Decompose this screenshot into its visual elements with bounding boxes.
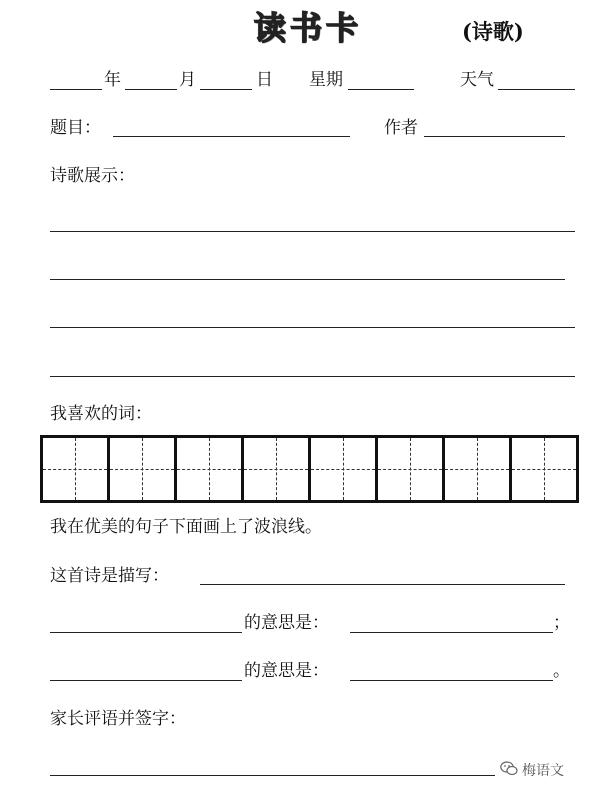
meaning-end-mark: 。 xyxy=(553,661,570,681)
word-cell[interactable] xyxy=(109,438,176,500)
author-blank[interactable] xyxy=(424,136,565,137)
meaning-end-mark: ； xyxy=(553,613,570,633)
word-grid xyxy=(40,435,579,503)
word-cell[interactable] xyxy=(377,438,444,500)
meaning-label: 的意思是： xyxy=(244,661,329,681)
weather-label: 天气 xyxy=(460,70,494,90)
day-blank[interactable] xyxy=(200,89,252,90)
word-blank[interactable] xyxy=(50,680,242,681)
weather-blank[interactable] xyxy=(498,89,575,90)
wechat-icon xyxy=(500,761,518,776)
poem-line[interactable] xyxy=(50,327,575,328)
author-label: 作者 xyxy=(384,118,418,138)
poem-line[interactable] xyxy=(50,376,575,377)
poem-label: 诗歌展示： xyxy=(50,166,135,186)
parent-comment-label: 家长评语并签字： xyxy=(50,709,186,729)
year-blank[interactable] xyxy=(50,89,102,90)
word-cell[interactable] xyxy=(43,438,109,500)
word-cell[interactable] xyxy=(444,438,511,500)
topic-label: 题目： xyxy=(50,118,101,138)
poem-line[interactable] xyxy=(50,279,565,280)
describe-label: 这首诗是描写： xyxy=(50,566,169,586)
day-label: 日 xyxy=(256,70,273,90)
page-subtitle: (诗歌) xyxy=(462,19,524,44)
word-cell[interactable] xyxy=(176,438,243,500)
poem-line[interactable] xyxy=(50,231,575,232)
word-blank[interactable] xyxy=(50,632,242,633)
page-title: 读书卡 xyxy=(253,9,362,47)
weekday-blank[interactable] xyxy=(348,89,414,90)
word-cell[interactable] xyxy=(310,438,377,500)
word-cell[interactable] xyxy=(243,438,310,500)
meaning-label: 的意思是： xyxy=(244,613,329,633)
topic-blank[interactable] xyxy=(113,136,350,137)
weekday-label: 星期 xyxy=(309,70,343,90)
words-label: 我喜欢的词： xyxy=(50,404,152,424)
month-blank[interactable] xyxy=(125,89,177,90)
year-label: 年 xyxy=(104,70,121,90)
month-label: 月 xyxy=(179,70,196,90)
parent-comment-blank[interactable] xyxy=(50,775,495,776)
wavy-line-note: 我在优美的句子下面画上了波浪线。 xyxy=(50,517,322,537)
word-cell[interactable] xyxy=(511,438,576,500)
meaning-blank[interactable] xyxy=(350,632,553,633)
describe-blank[interactable] xyxy=(200,584,565,585)
meaning-blank[interactable] xyxy=(350,680,553,681)
watermark-text: 梅语文 xyxy=(522,763,564,779)
